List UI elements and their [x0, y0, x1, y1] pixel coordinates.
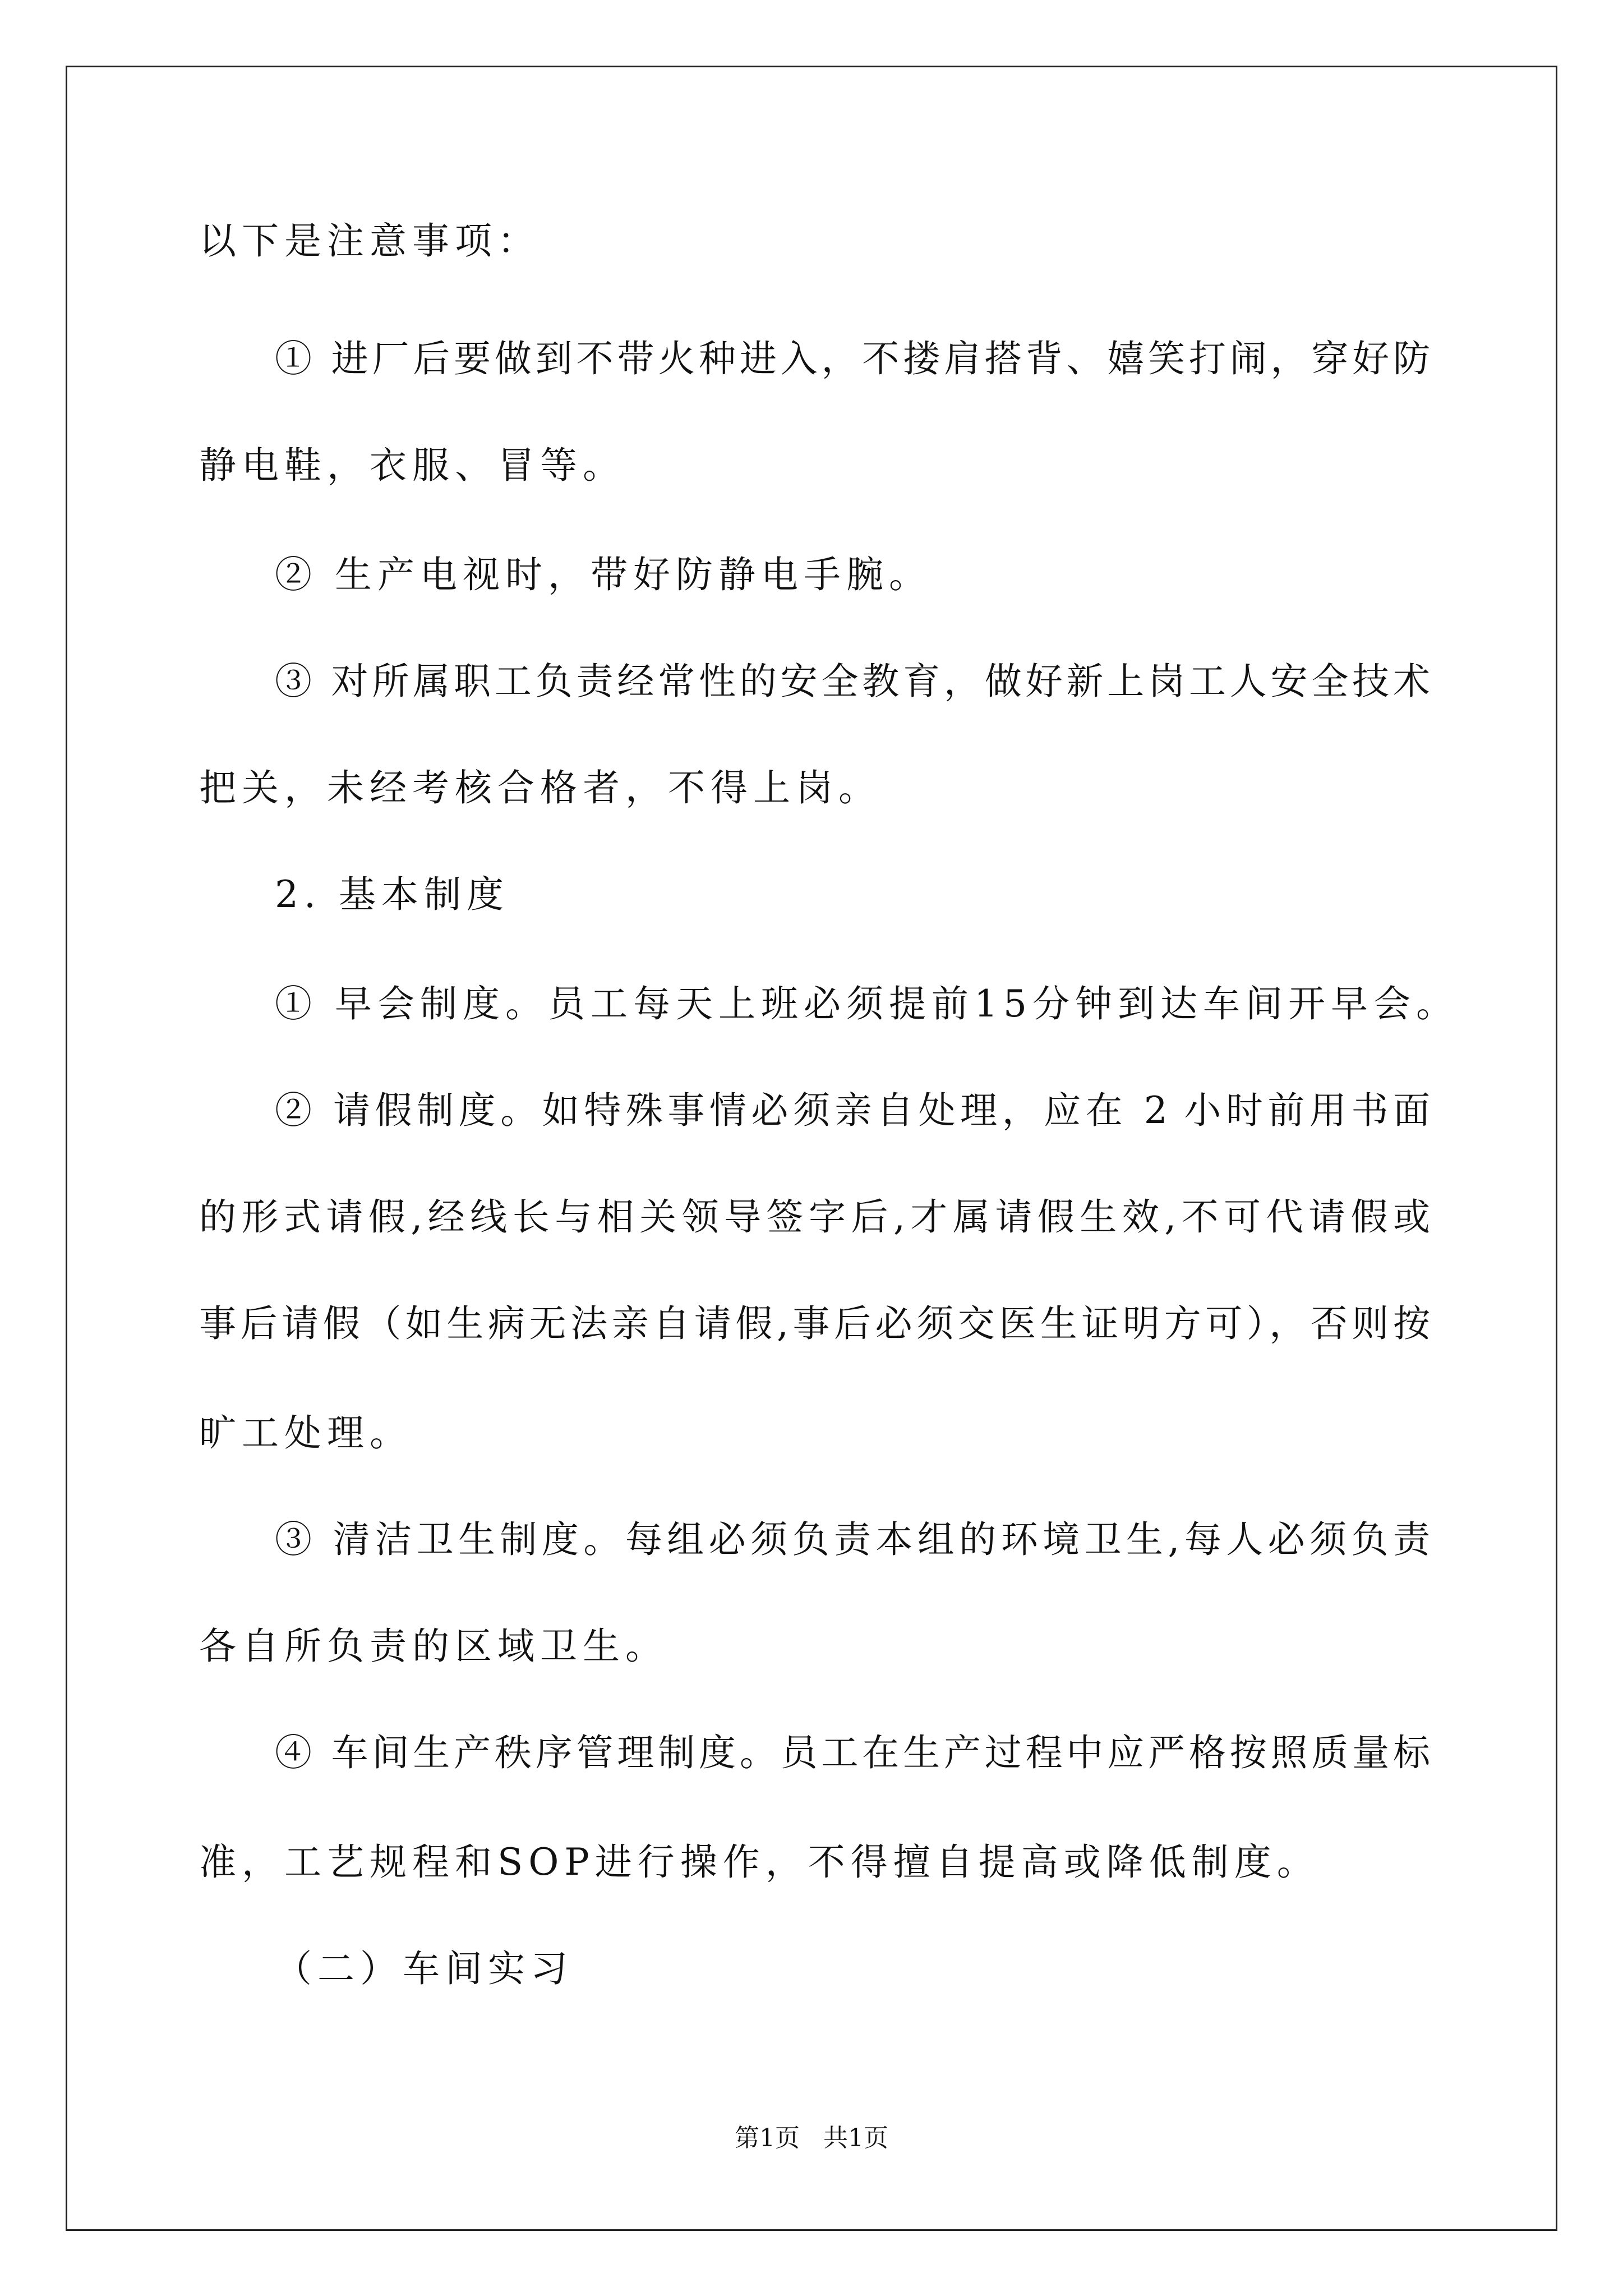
page-footer: 第1页 共1页	[735, 2124, 888, 2152]
section-heading: （二）车间实习	[275, 1947, 573, 1990]
text-line: 各自所负责的区域卫生。	[199, 1625, 668, 1668]
section-heading: 2. 基本制度	[275, 873, 509, 916]
text-line: 事后请假（如生病无法亲自请假,事后必须交医生证明方可），否则按	[199, 1302, 1430, 1345]
text-line: ② 生产电视时，带好防静电手腕。	[275, 553, 932, 596]
page-border	[66, 66, 1557, 2231]
text-line: ① 进厂后要做到不带火种进入，不搂肩搭背、嬉笑打闹，穿好防	[275, 337, 1430, 380]
text-line: ② 请假制度。如特殊事情必须亲自处理，应在 2 小时前用书面	[275, 1089, 1430, 1132]
text-line: 准，工艺规程和SOP进行操作，不得擅自提高或降低制度。	[199, 1841, 1320, 1884]
text-line: 以下是注意事项：	[199, 219, 540, 263]
text-line: ④ 车间生产秩序管理制度。员工在生产过程中应严格按照质量标	[275, 1731, 1430, 1774]
text-line: 把关，未经考核合格者，不得上岗。	[199, 766, 881, 809]
text-line: ① 早会制度。员工每天上班必须提前15分钟到达车间开早会。	[275, 982, 1459, 1025]
text-line: ③ 对所属职工负责经常性的安全教育，做好新上岗工人安全技术	[275, 660, 1430, 703]
text-line: 的形式请假,经线长与相关领导签字后,才属请假生效,不可代请假或	[199, 1195, 1430, 1239]
text-line: 静电鞋，衣服、冒等。	[199, 444, 625, 487]
text-line: 旷工处理。	[199, 1411, 412, 1455]
text-line: ③ 清洁卫生制度。每组必须负责本组的环境卫生,每人必须负责	[275, 1518, 1430, 1561]
